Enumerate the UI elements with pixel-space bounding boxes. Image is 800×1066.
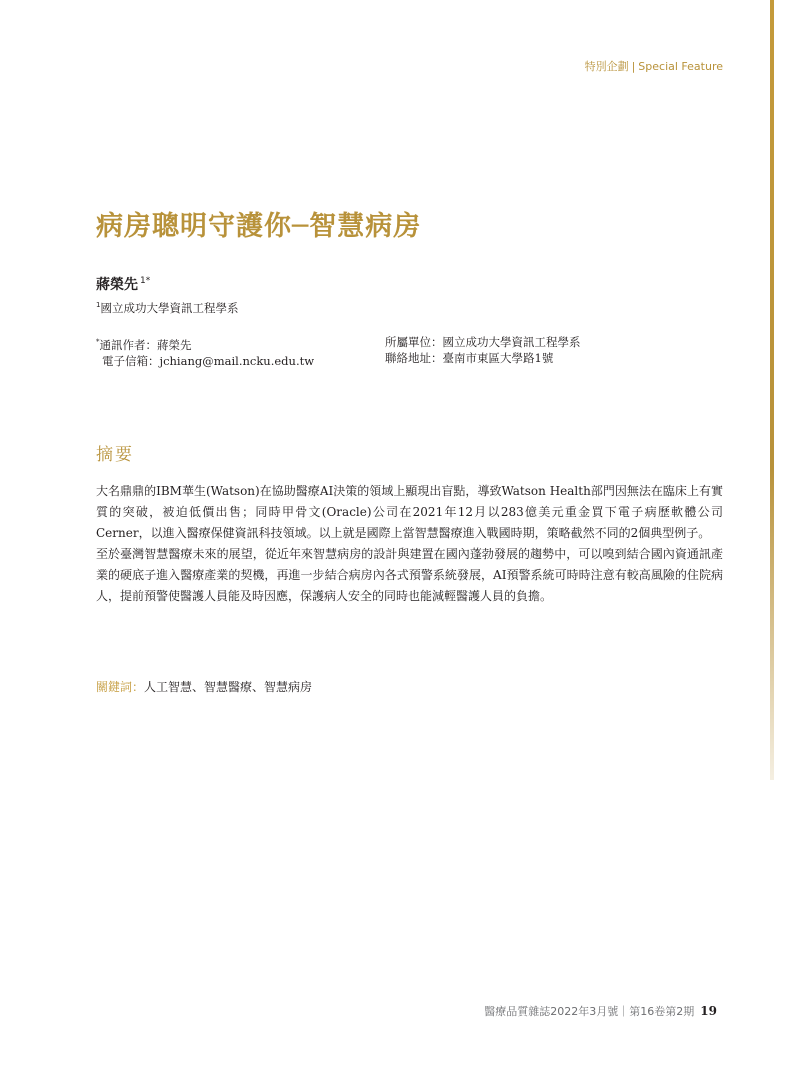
decorative-side-bar [770,0,774,780]
page-footer [484,1003,717,1019]
unit-line: 所屬單位：國立成功大學資訊工程學系 [385,335,581,349]
section-label-cn: 特別企劃 [584,60,629,73]
contact-left [96,334,314,369]
contact-right [385,334,581,366]
corresponding-author: 通訊作者：蔣榮先 [99,337,192,352]
corresponding-mark: * [96,338,100,346]
keywords-text: 人工智慧、智慧醫療、智慧病房 [144,680,313,694]
affiliation-mark: 1 [96,301,101,310]
section-label-en: Special Feature [638,60,723,73]
abstract-paragraph: 至於臺灣智慧醫療未來的展望，從近年來智慧病房的設計與建置在國內蓬勃發展的趨勢中，可以嗅到結合國內資通訊產業的硬底子進入醫療產業的契機，再進一步結合病房內各式預警系統發展，AI預警系統可時時注意有較高風險的住院病人，提前預警使醫護人員能及時因應，保護病人安全的同時也能減輕醫護人員的負擔。 [96,547,723,603]
affiliation [96,300,238,316]
keywords-line [96,678,312,695]
author-line [96,274,150,294]
address-line: 聯絡地址：臺南市東區大學路1號 [385,351,554,365]
article-title: 病房聰明守護你─智慧病房 [96,211,422,242]
section-header [585,58,723,74]
journal-info: 醫療品質雜誌2022年3月號｜第16卷第2期 [484,1005,695,1018]
section-separator: | [631,60,636,73]
page-number: 19 [700,1004,717,1018]
abstract-heading: 摘要 [96,445,134,465]
affiliation-text: 國立成功大學資訊工程學系 [100,301,239,315]
email-line: 電子信箱：jchiang@mail.ncku.edu.tw [102,353,315,368]
author-marks: 1* [140,276,151,287]
abstract-paragraph: 大名鼎鼎的IBM華生(Watson)在協助醫療AI決策的領域上顯現出盲點，導致Watson Health部門因無法在臨床上有實質的突破，被迫低價出售；同時甲骨文(Oracle)公司在2021年12月以283億美元重金買下電子病歷軟體公司Cerner，以進入醫療保健資訊科技領域。以上就是國際上當智慧醫療進入戰國時期，策略截然不同的2個典型例子。 [96,484,723,540]
keywords-label: 關鍵詞： [96,680,145,694]
author-name: 蔣榮先 [96,277,138,293]
abstract-body [96,481,723,607]
